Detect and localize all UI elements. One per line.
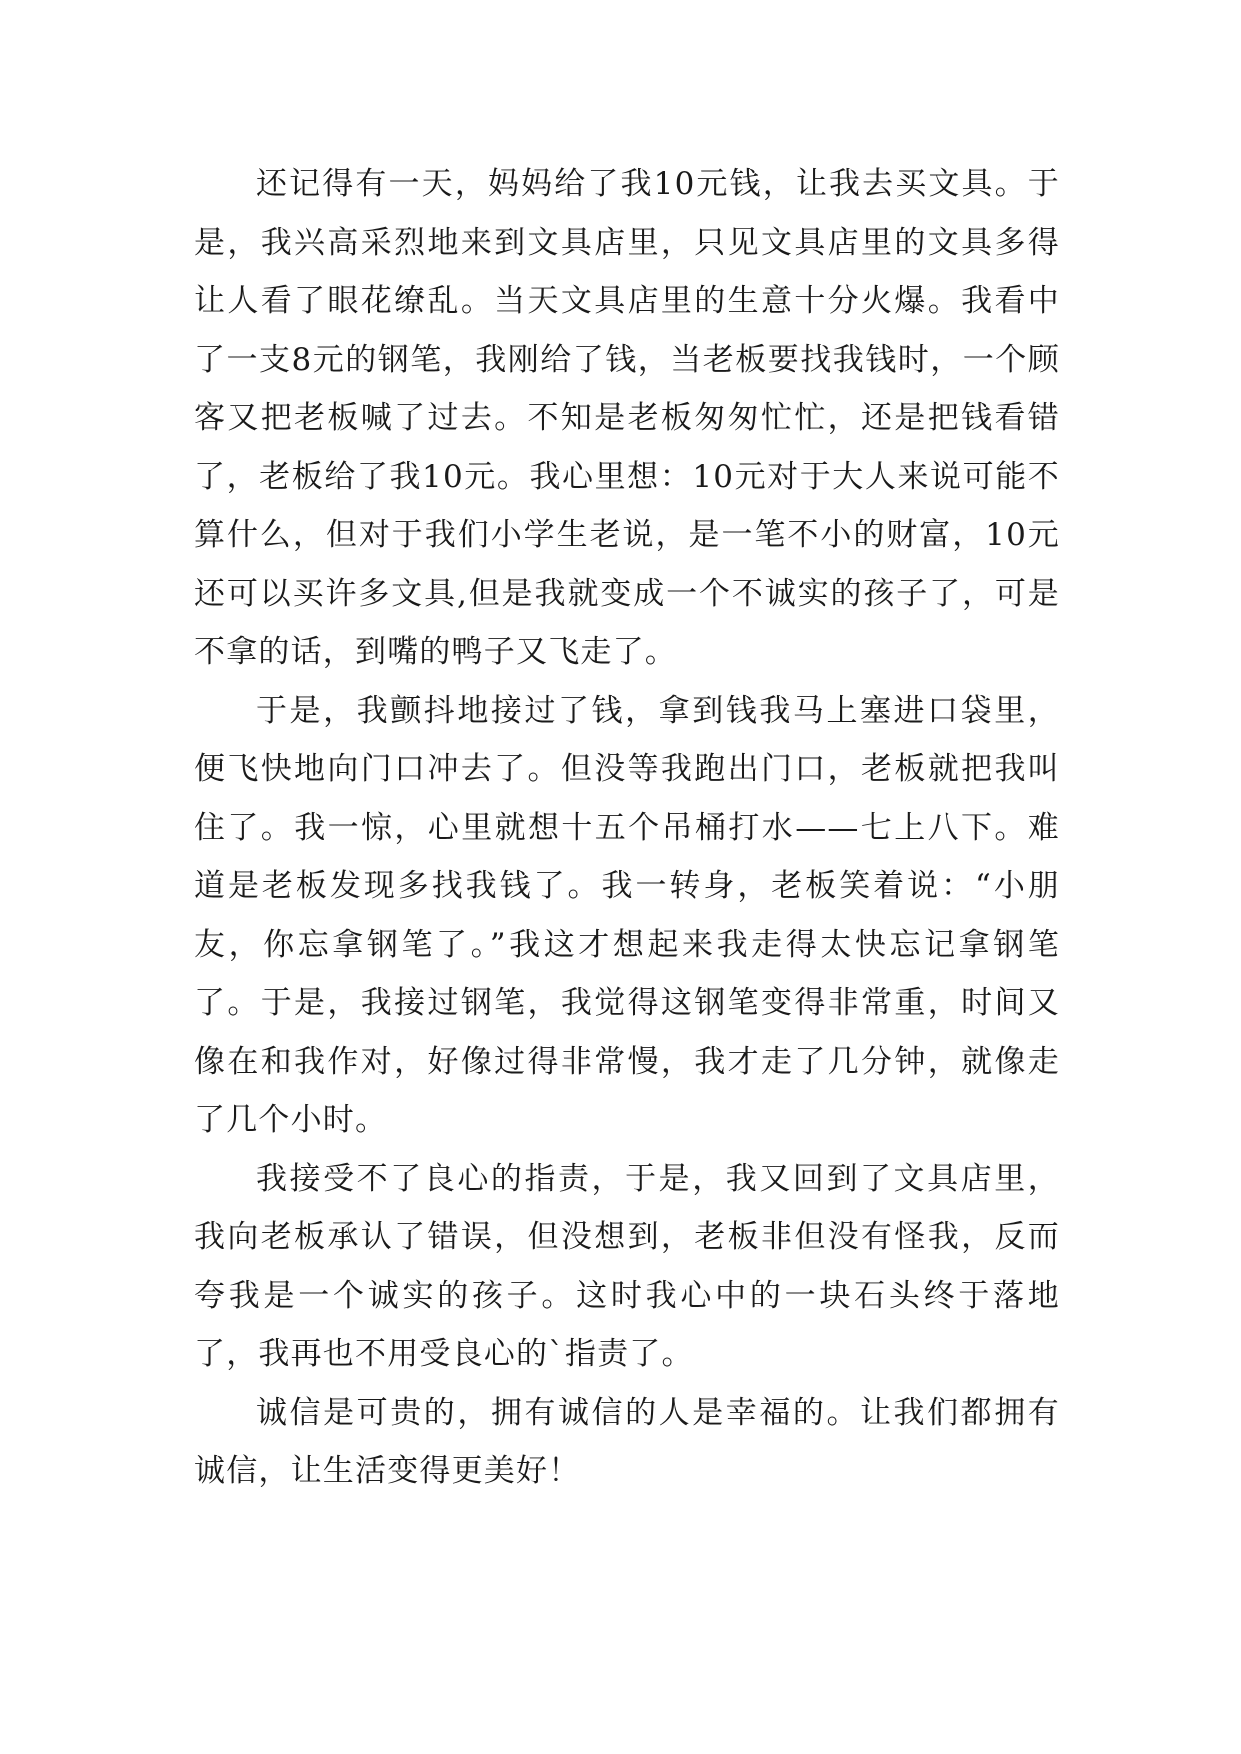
- paragraph-4: 诚信是可贵的，拥有诚信的人是幸福的。让我们都拥有诚信，让生活变得更美好！: [194, 1394, 1060, 1489]
- paragraph-3: 我接受不了良心的指责，于是，我又回到了文具店里，我向老板承认了错误，但没想到，老板非但没有怪我，反而夸我是一个诚实的孩子。这时我心中的一块石头终于落地了，我再也不用受良心的`指责了。: [194, 1160, 1060, 1372]
- document-body: [194, 155, 1060, 1501]
- paragraph-2: 于是，我颤抖地接过了钱，拿到钱我马上塞进口袋里，便飞快地向门口冲去了。但没等我跑出门口，老板就把我叫住了。我一惊，心里就想十五个吊桶打水——七上八下。难道是老板发现多找我钱了。我一转身，老板笑着说：“小朋友，你忘拿钢笔了。”我这才想起来我走得太快忘记拿钢笔了。于是，我接过钢笔，我觉得这钢笔变得非常重，时间又像在和我作对，好像过得非常慢，我才走了几分钟，就像走了几个小时。: [194, 692, 1060, 1138]
- paragraph-1: 还记得有一天，妈妈给了我10元钱，让我去买文具。于是，我兴高采烈地来到文具店里，只见文具店里的文具多得让人看了眼花缭乱。当天文具店里的生意十分火爆。我看中了一支8元的钢笔，我刚给了钱，当老板要找我钱时，一个顾客又把老板喊了过去。不知是老板匆匆忙忙，还是把钱看错了，老板给了我10元。我心里想：10元对于大人来说可能不算什么，但对于我们小学生老说，是一笔不小的财富，10元还可以买许多文具,但是我就变成一个不诚实的孩子了，可是不拿的话，到嘴的鸭子又飞走了。: [194, 166, 1060, 670]
